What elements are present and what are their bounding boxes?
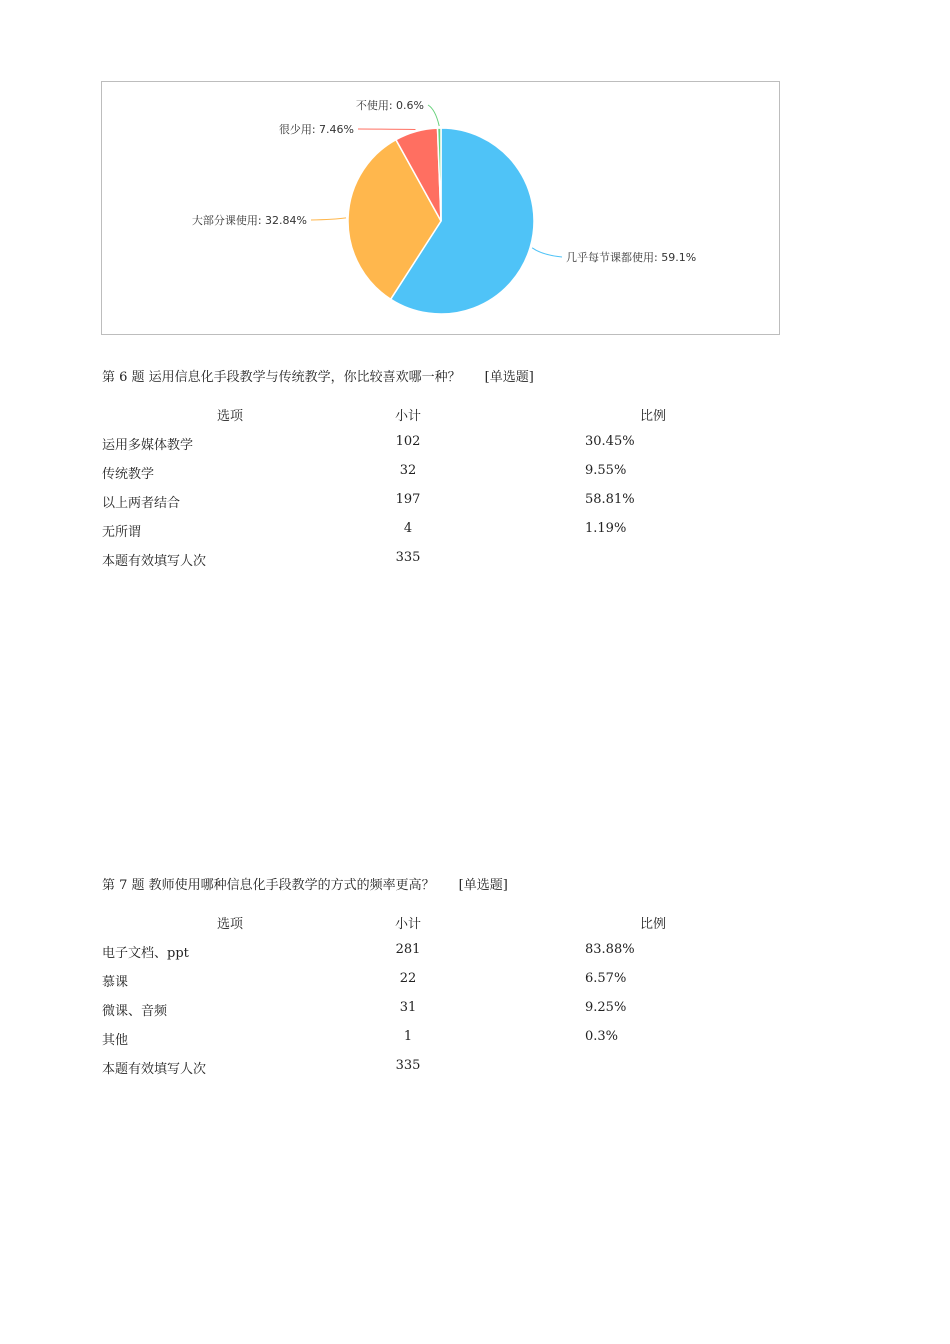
count-cell: 31 xyxy=(399,1000,417,1015)
q6-header-ratio: 比例 xyxy=(639,409,666,424)
pie-slice-label: 不使用: 0.6% xyxy=(355,99,424,112)
ratio-cell: 1.19% xyxy=(585,521,627,536)
pie-chart-frame xyxy=(101,81,780,335)
table-row xyxy=(0,463,950,483)
option-cell: 传统教学 xyxy=(102,467,155,482)
table-row xyxy=(0,942,950,962)
option-cell: 电子文档、ppt xyxy=(102,946,189,961)
pie-slice-label: 很少用: 7.46% xyxy=(278,123,354,136)
q6-table-header xyxy=(0,405,950,425)
ratio-cell: 58.81% xyxy=(585,492,635,507)
total-label: 本题有效填写人次 xyxy=(102,1062,207,1077)
option-cell: 以上两者结合 xyxy=(102,496,181,511)
pie-slice-label: 几乎每节课都使用: 59.1% xyxy=(566,251,697,264)
pie-slice-label: 大部分课使用: 32.84% xyxy=(191,214,307,227)
count-cell: 197 xyxy=(395,492,421,507)
ratio-cell: 0.3% xyxy=(585,1029,619,1044)
count-cell: 32 xyxy=(399,463,417,478)
option-cell: 其他 xyxy=(102,1033,129,1048)
q7-type-tag: [单选题] xyxy=(458,878,508,893)
table-row xyxy=(0,434,950,454)
count-cell: 4 xyxy=(403,521,413,536)
q6-header-option: 选项 xyxy=(216,409,243,424)
q6-header-count: 小计 xyxy=(394,409,421,424)
q7-header-count: 小计 xyxy=(394,917,421,932)
count-cell: 102 xyxy=(395,434,421,449)
q6-title-text: 第 6 题 运用信息化手段教学与传统教学，你比较喜欢哪一种？ xyxy=(102,370,461,385)
pie-chart xyxy=(102,82,779,334)
q6-type-tag: [单选题] xyxy=(484,370,534,385)
table-row xyxy=(0,971,950,991)
total-count: 335 xyxy=(395,550,421,565)
pie-leader-line xyxy=(311,218,346,220)
table-row xyxy=(0,1029,950,1049)
ratio-cell: 30.45% xyxy=(585,434,635,449)
ratio-cell: 9.25% xyxy=(585,1000,627,1015)
q7-header-ratio: 比例 xyxy=(639,917,666,932)
total-label: 本题有效填写人次 xyxy=(102,554,207,569)
ratio-cell: 6.57% xyxy=(585,971,627,986)
q7-table-header xyxy=(0,913,950,933)
total-count: 335 xyxy=(395,1058,421,1073)
q6-title xyxy=(102,366,534,385)
table-total-row xyxy=(0,1058,950,1078)
table-row xyxy=(0,492,950,512)
count-cell: 22 xyxy=(399,971,417,986)
table-row xyxy=(0,1000,950,1020)
q7-header-option: 选项 xyxy=(216,917,243,932)
option-cell: 慕课 xyxy=(102,975,129,990)
ratio-cell: 9.55% xyxy=(585,463,627,478)
count-cell: 281 xyxy=(395,942,421,957)
table-row xyxy=(0,521,950,541)
table-total-row xyxy=(0,550,950,570)
pie-leader-line xyxy=(532,248,562,257)
option-cell: 运用多媒体教学 xyxy=(102,438,194,453)
option-cell: 无所谓 xyxy=(102,525,142,540)
option-cell: 微课、音频 xyxy=(102,1004,168,1019)
ratio-cell: 83.88% xyxy=(585,942,635,957)
q7-title-text: 第 7 题 教师使用哪种信息化手段教学的方式的频率更高？ xyxy=(102,878,435,893)
pie-leader-line xyxy=(428,105,439,126)
q7-title xyxy=(102,874,508,893)
count-cell: 1 xyxy=(403,1029,413,1044)
